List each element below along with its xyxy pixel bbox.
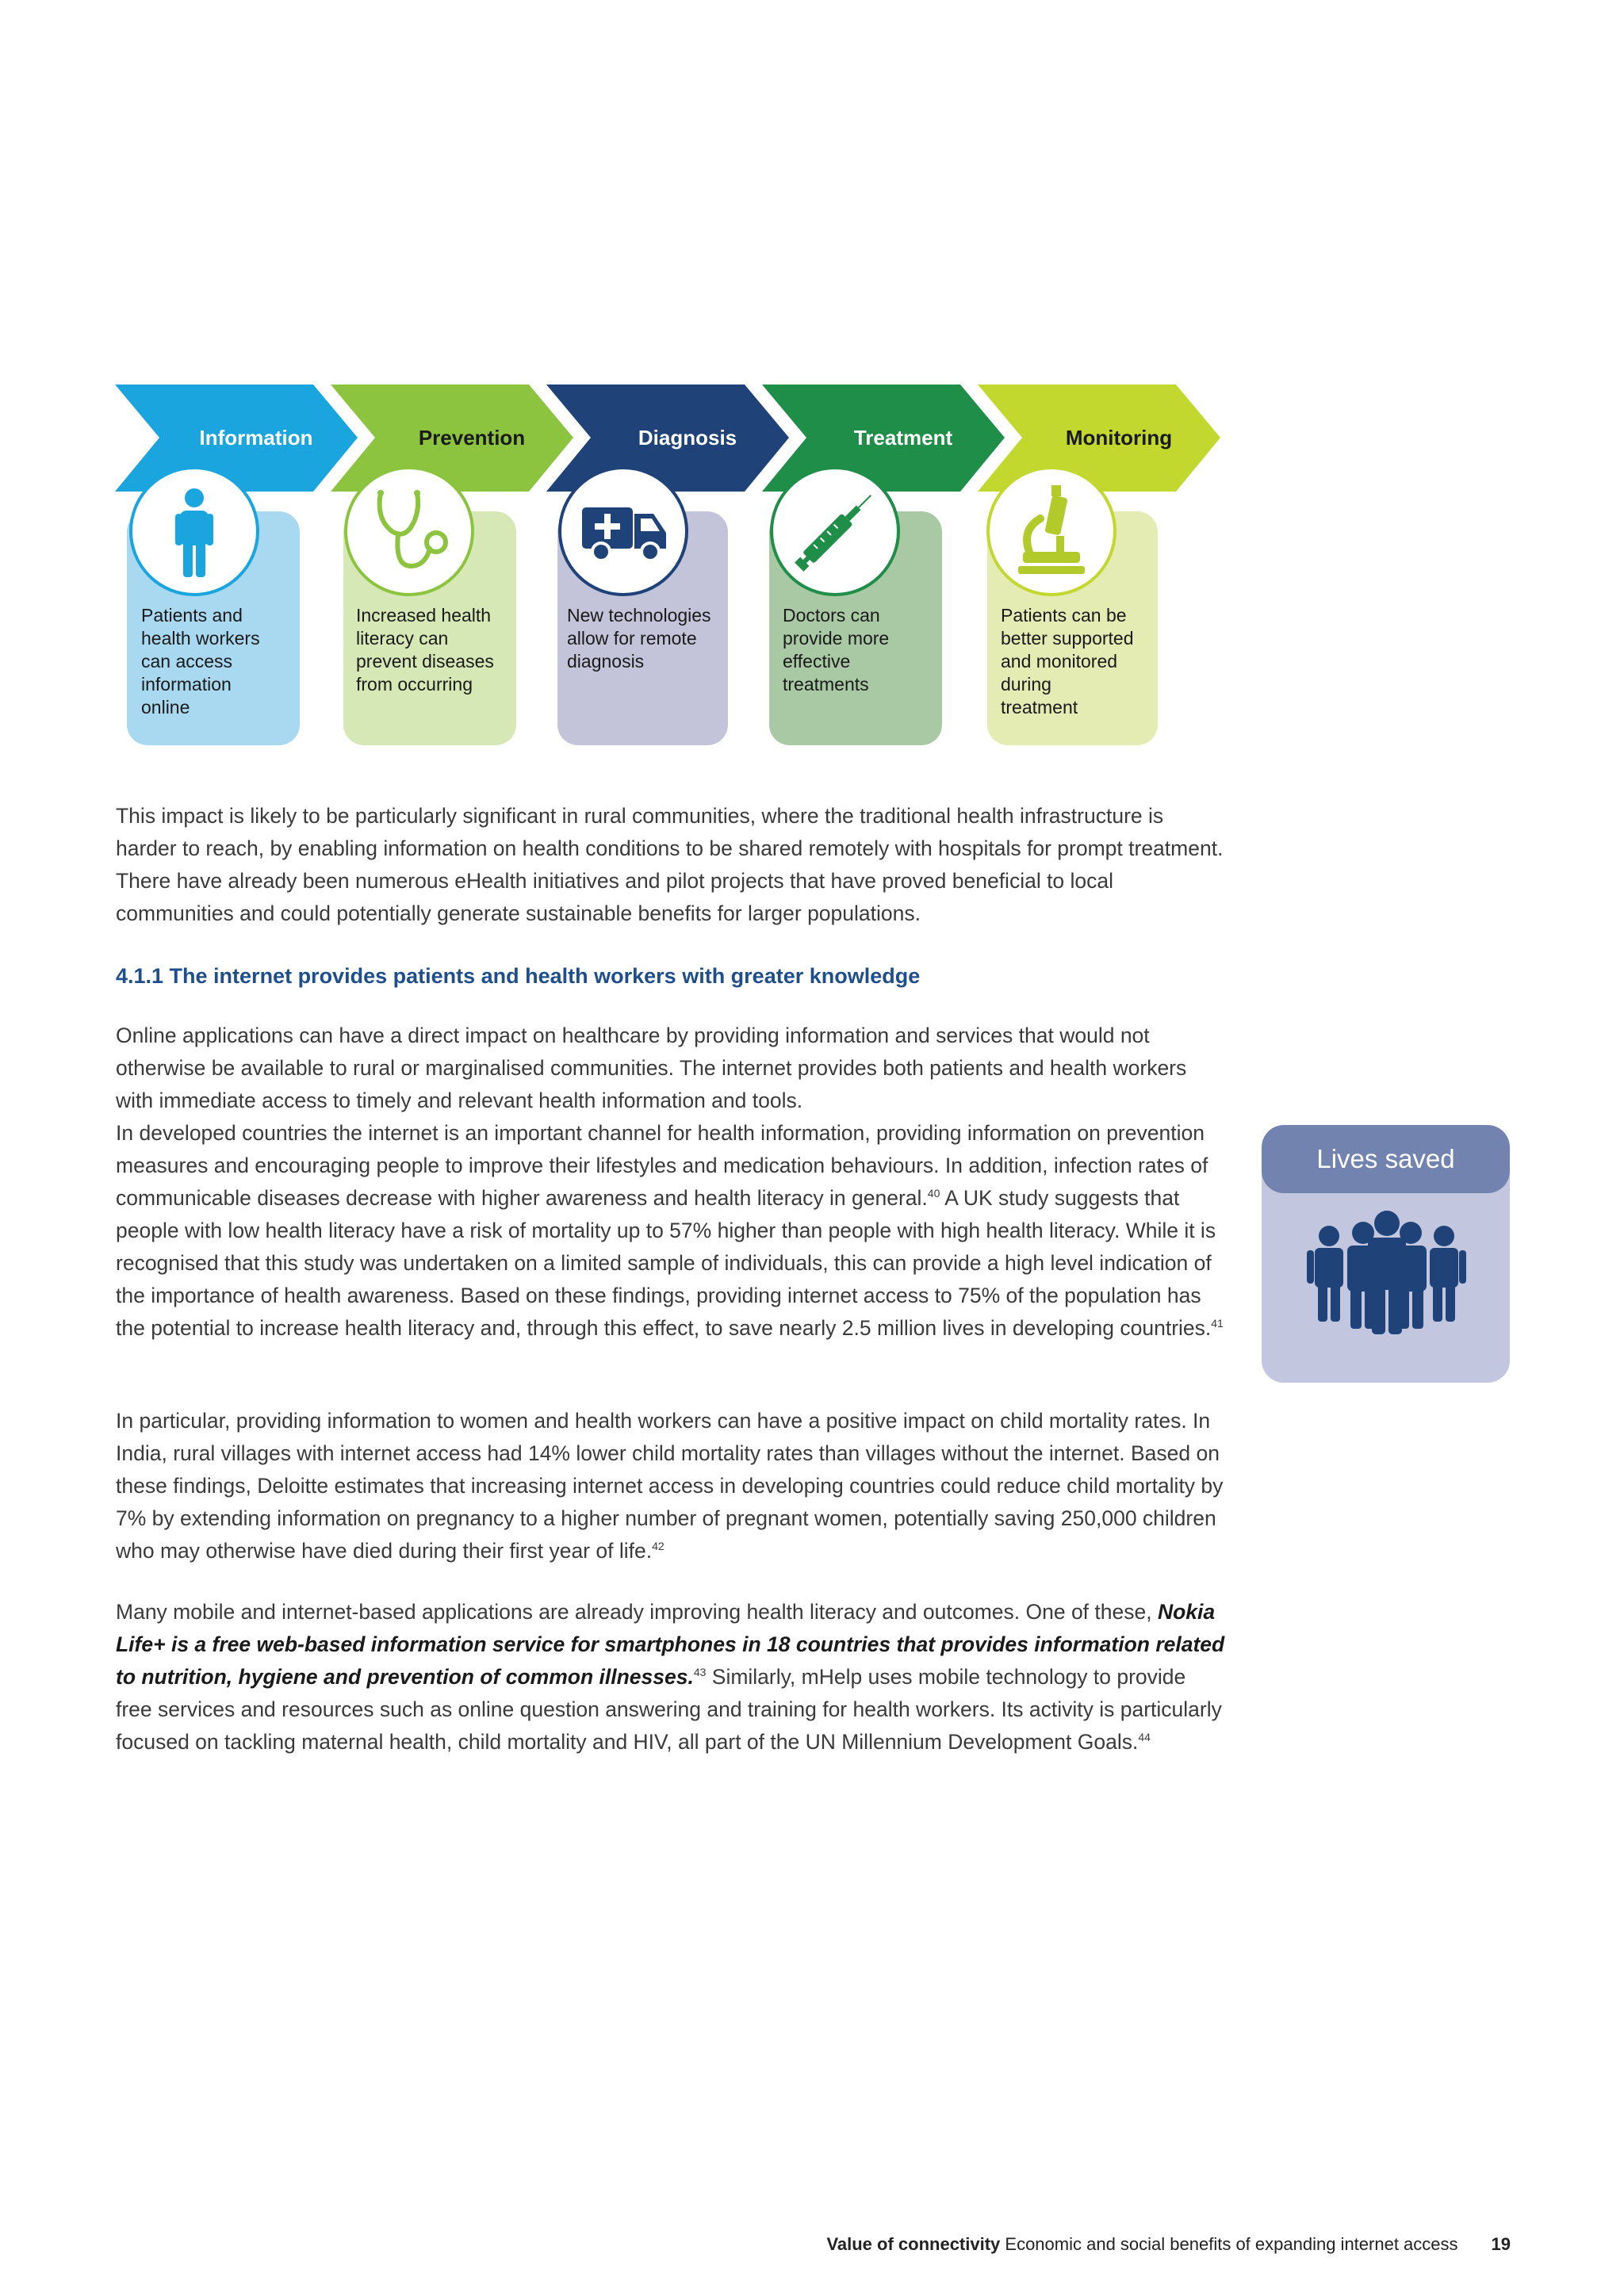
people-group-icon (1262, 1125, 1510, 1383)
chevron-label: Monitoring (1065, 426, 1173, 450)
card-line: Patients can be (1001, 605, 1127, 626)
card-text-diagnosis (567, 604, 711, 673)
paragraph-2 (116, 1117, 1226, 1345)
syringe-icon (770, 466, 900, 596)
card-line: provide more (783, 628, 890, 649)
footer-subtitle: Economic and social benefits of expanding internet access (1000, 2234, 1458, 2254)
chevron-label: Information (199, 426, 313, 450)
chevron-label: Prevention (418, 426, 526, 450)
footnote-ref: 40 (927, 1187, 940, 1200)
card-line: and monitored (1001, 651, 1118, 672)
card-line: prevent diseases (356, 651, 494, 672)
card-line: can access (141, 651, 233, 672)
page-footer (826, 2234, 1511, 2255)
card-line: online (141, 697, 190, 718)
chevron-label: Treatment (853, 426, 953, 450)
person-icon (129, 466, 259, 596)
card-text-information (141, 604, 260, 719)
card-line: literacy can (356, 628, 449, 649)
chevron-label: Diagnosis (638, 426, 737, 450)
paragraph-4-text: Many mobile and internet-based applications are already improving health literacy and outcomes. One of these, (116, 1600, 1158, 1624)
card-line: effective (783, 651, 851, 672)
card-line: Patients and (141, 605, 243, 626)
lives-saved-box (1262, 1125, 1510, 1383)
footnote-ref: 42 (652, 1540, 665, 1553)
card-line: information (141, 674, 232, 695)
card-line: from occurring (356, 674, 473, 695)
page-number: 19 (1491, 2234, 1511, 2254)
card-line: better supported (1001, 628, 1134, 649)
card-line: treatment (1001, 697, 1078, 718)
card-text-treatment (783, 604, 889, 696)
card-line: during (1001, 674, 1051, 695)
paragraph-2-text: A UK study suggests that people with low health literacy have a risk of mortality up to 57% higher than people with high health literacy. While it is recognised that this study was undertaken on a limited sample of individuals, this can provide a high level indication of the importance of health awareness. Based on these findings, providing internet access to 75% of the population has the potential to increase health literacy and, through this effect, to save nearly 2.5 million lives in developing countries. (116, 1186, 1216, 1340)
footnote-ref: 41 (1211, 1317, 1224, 1330)
card-text-monitoring (1001, 604, 1134, 719)
paragraph-2-text: In developed countries the internet is an important channel for health information, providing information on prevention measures and encouraging people to improve their lifestyles and medication behaviours. In addition, infection rates of communicable diseases decrease with higher awareness and health literacy in general. (116, 1121, 1208, 1210)
lives-saved-title: Lives saved (1262, 1125, 1510, 1193)
card-line: Doctors can (783, 605, 880, 626)
card-line: New technologies (567, 605, 711, 626)
card-line: health workers (141, 628, 260, 649)
paragraph-3 (116, 1405, 1226, 1567)
paragraph-4 (116, 1596, 1226, 1758)
ambulance-icon (558, 466, 688, 596)
section-heading: 4.1.1 The internet provides patients and health workers with greater knowledge (116, 964, 921, 988)
paragraph-4-text: Similarly, mHelp uses mobile technology to provide free services and resources such as online question answering and training for health workers. Its activity is particularly focused on tackling maternal health, child mortality and HIV, all part of the UN Millennium Development Goals. (116, 1665, 1222, 1754)
card-line: diagnosis (567, 651, 645, 672)
card-text-prevention (356, 604, 494, 696)
intro-text: This impact is likely to be particularly significant in rural communities, where the traditional health infrastructure is harder to reach, by enabling information on health conditions to be shared remotely with hospitals for prompt treatment. There have already been numerous eHealth initiatives and pilot projects that have proved beneficial to local communities and could potentially generate sustainable benefits for larger populations. (116, 804, 1224, 925)
intro-paragraph (116, 800, 1226, 957)
footnote-ref: 44 (1138, 1731, 1151, 1744)
paragraph-4-emphasis: Nokia Life+ is a free web-based information service for smartphones in 18 countries that provides information related to nutrition, hygiene and prevention of common illnesses. (116, 1600, 1225, 1689)
paragraph-1: Online applications can have a direct impact on healthcare by providing information and services that would not otherwise be available to rural or marginalised communities. The internet provides both patients and health workers with immediate access to timely and relevant health information and tools. (116, 1024, 1187, 1112)
microscope-icon (986, 466, 1116, 596)
card-line: allow for remote (567, 628, 697, 649)
card-line: Increased health (356, 605, 492, 626)
footnote-ref: 43 (693, 1666, 707, 1679)
stethoscope-icon (344, 466, 474, 596)
paragraph-3-text: In particular, providing information to women and health workers can have a positive impact on child mortality rates. In India, rural villages with internet access had 14% lower child mortality rates than villages without the internet. Based on these findings, Deloitte estimates that increasing internet access in developing countries could reduce child mortality by 7% by extending information on pregnancy to a higher number of pregnant women, potentially saving 250,000 children who may otherwise have died during their first year of life. (116, 1409, 1224, 1563)
footer-title: Value of connectivity (826, 2234, 1001, 2254)
card-line: treatments (783, 674, 869, 695)
